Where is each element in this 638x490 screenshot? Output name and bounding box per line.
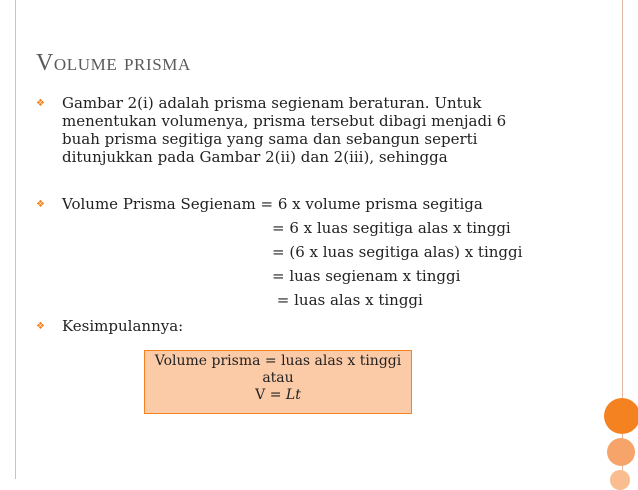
paragraph-line: Gambar 2(i) adalah prisma segienam beraturan. Untuk [62, 94, 482, 112]
box-line-short-formula [145, 387, 411, 404]
left-border-line [15, 0, 16, 479]
bullet-icon: ❖ [36, 98, 45, 109]
derivation-step: = (6 x luas segitiga alas) x tinggi [272, 243, 523, 261]
paragraph-line: menentukan volumenya, prisma tersebut dibagi menjadi 6 [62, 112, 507, 130]
paragraph-line: buah prisma segitiga yang sama dan sebangun seperti [62, 130, 478, 148]
box-line-or: atau [262, 370, 294, 386]
decorative-circle-small [610, 470, 630, 490]
derivation-step: = luas alas x tinggi [272, 291, 423, 309]
derivation-step: = luas segienam x tinggi [272, 267, 461, 285]
bullet-icon: ❖ [36, 199, 45, 210]
bullet-icon: ❖ [36, 321, 45, 332]
slide-title: Volume prisma [36, 50, 191, 76]
box-line-formula: Volume prisma = luas alas x tinggi [154, 353, 402, 369]
right-border-line [622, 0, 623, 398]
derivation-first-line: Volume Prisma Segienam = 6 x volume prisma segitiga [62, 195, 483, 213]
conclusion-box [144, 350, 412, 414]
decorative-circle-medium [607, 438, 635, 466]
box-formula-prefix: V = [255, 387, 286, 403]
decorative-circle-large [604, 398, 638, 434]
paragraph-line: ditunjukkan pada Gambar 2(ii) dan 2(iii), sehingga [62, 148, 448, 166]
derivation-step: = 6 x luas segitiga alas x tinggi [272, 219, 511, 237]
conclusion-label: Kesimpulannya: [62, 317, 184, 335]
box-formula-variable: Lt [285, 387, 301, 403]
